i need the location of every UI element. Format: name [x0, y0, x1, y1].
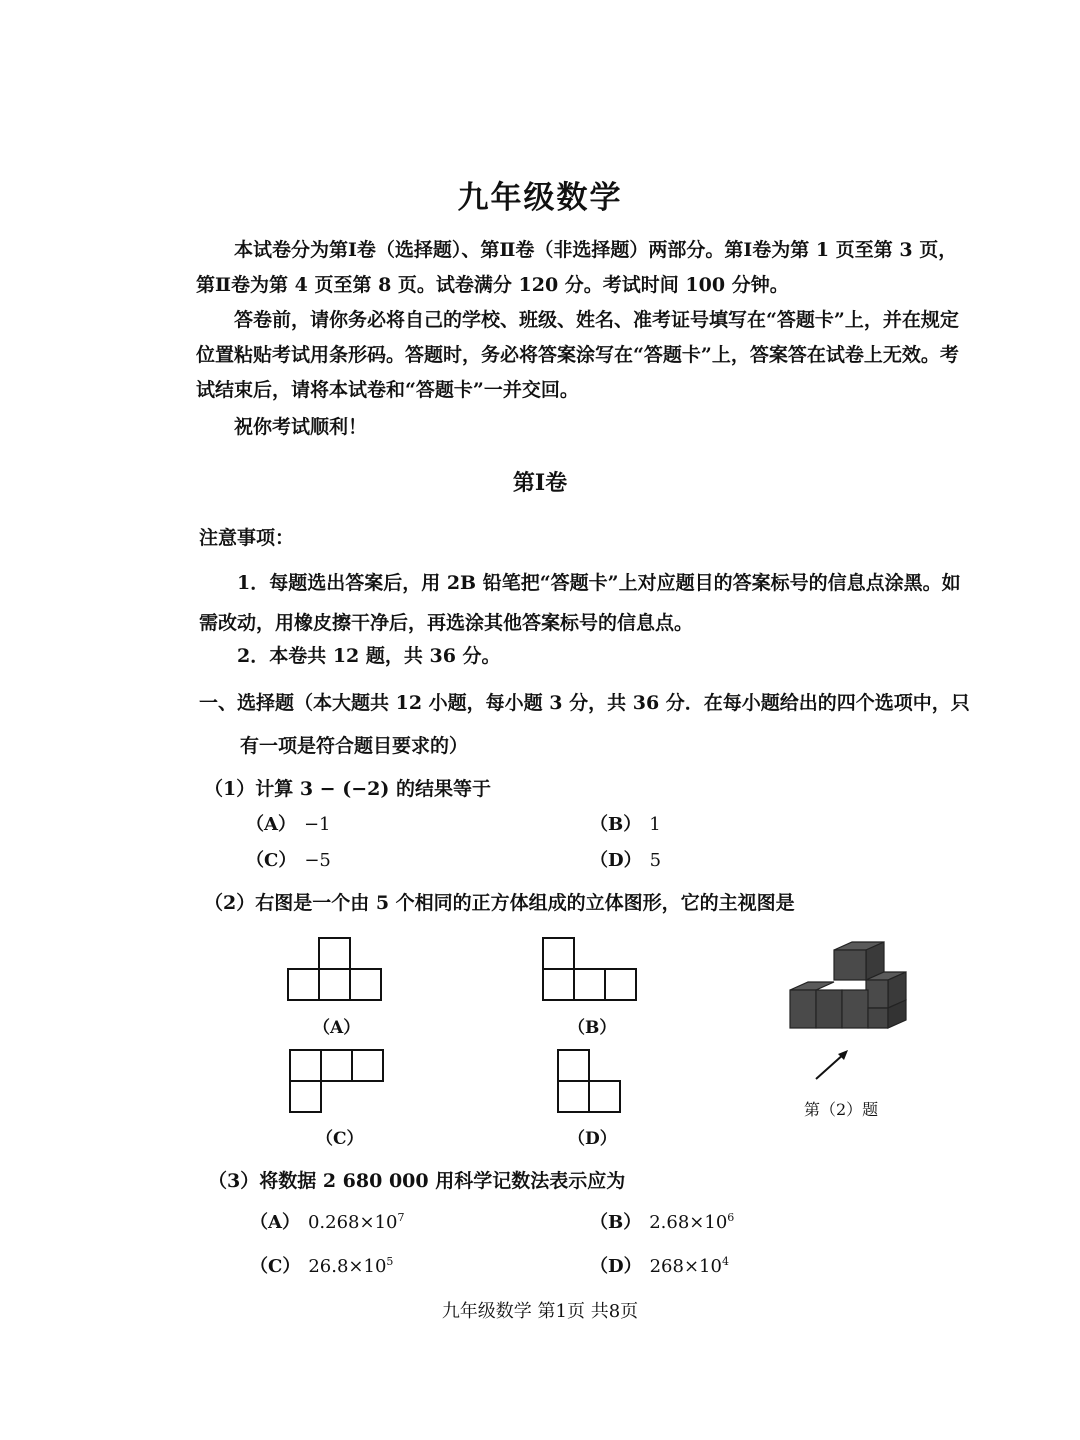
q2-3d-solid-figure — [786, 940, 914, 1032]
intro-paragraph-2: 答卷前，请你务必将自己的学校、班级、姓名、准考证号填写在“答题卡”上，并在规定位置粘贴考试用条形码。答题时，务必将答案涂写在“答题卡”上，答案答在试卷上无效。考试结束后，请将本试卷和“答题卡”一并交回。 — [196, 309, 959, 401]
view-direction-arrow-icon — [812, 1048, 852, 1082]
q2-figure-b-label: （B） — [568, 1018, 617, 1038]
q1-stem: （1）计算 3 − (−2) 的结果等于 — [204, 778, 491, 800]
q3-option-d-exponent: 4 — [721, 1255, 729, 1268]
q1-option-c — [246, 846, 331, 872]
q1-option-b-text: 1 — [649, 814, 661, 835]
part1-heading-line1: 一、选择题（本大题共 12 小题，每小题 3 分，共 36 分．在每小题给出的四个选项中，只 — [199, 692, 970, 714]
q1-option-d — [590, 846, 661, 872]
q3-option-d-label: （D） — [590, 1256, 642, 1277]
q3-option-b-mantissa: 2.68×10 — [649, 1212, 728, 1233]
q3-option-a-label: （A） — [250, 1212, 300, 1233]
q3-stem: （3）将数据 2 680 000 用科学记数法表示应为 — [208, 1170, 626, 1192]
q1-option-d-text: 5 — [649, 850, 662, 871]
q3-option-b-exponent: 6 — [727, 1211, 735, 1224]
q1-option-a — [246, 810, 331, 836]
section-title: 第Ⅰ卷 — [512, 470, 568, 496]
q2-figure-c-label: （C） — [316, 1129, 364, 1149]
q3-option-b — [590, 1208, 734, 1234]
q1-option-d-label: （D） — [590, 850, 642, 871]
q1-option-b-label: （B） — [590, 814, 642, 835]
q3-option-d — [590, 1252, 729, 1278]
q3-option-c — [250, 1252, 393, 1278]
q3-option-b-label: （B） — [590, 1212, 642, 1233]
q2-figure-a — [287, 937, 383, 1002]
q3-option-c-label: （C） — [250, 1256, 301, 1277]
q3-option-d-mantissa: 268×10 — [649, 1256, 722, 1277]
q3-option-c-exponent: 5 — [386, 1255, 394, 1268]
q3-option-a — [250, 1208, 405, 1234]
q2-figure-caption: 第（2）题 — [804, 1100, 879, 1119]
q2-figure-a-label: （A） — [313, 1018, 361, 1038]
q1-option-c-text: −5 — [304, 850, 331, 871]
q1-option-c-label: （C） — [246, 850, 297, 871]
notes-heading: 注意事项： — [199, 527, 295, 549]
note-1: 1．每题选出答案后，用 2B 铅笔把“答题卡”上对应题目的答案标号的信息点涂黑。如需改动，用橡皮擦干净后，再选涂其他答案标号的信息点。 — [199, 572, 961, 634]
q2-figure-b — [542, 937, 638, 1002]
q2-figure-d-label: （D） — [568, 1129, 617, 1149]
q2-stem: （2）右图是一个由 5 个相同的正方体组成的立体图形，它的主视图是 — [204, 892, 795, 914]
q2-figure-d — [557, 1049, 622, 1114]
q1-option-b — [590, 810, 661, 836]
intro-good-luck: 祝你考试顺利！ — [234, 416, 368, 438]
page-title: 九年级数学 — [457, 180, 623, 216]
q1-option-a-label: （A） — [246, 814, 296, 835]
intro-paragraph-1: 本试卷分为第Ⅰ卷（选择题）、第Ⅱ卷（非选择题）两部分。第Ⅰ卷为第 1 页至第 3 页，第Ⅱ卷为第 4 页至第 8 页。试卷满分 120 分。考试时间 100 分钟。 — [196, 239, 958, 296]
part1-heading-line2: 有一项是符合题目要求的） — [240, 735, 469, 757]
q1-option-a-text: −1 — [303, 814, 331, 835]
page-footer: 九年级数学 第1页 共8页 — [441, 1301, 639, 1322]
q2-figure-c — [289, 1049, 385, 1114]
note-2: 2．本卷共 12 题，共 36 分。 — [237, 645, 501, 667]
q3-option-c-mantissa: 26.8×10 — [308, 1256, 387, 1277]
q3-option-a-mantissa: 0.268×10 — [307, 1212, 398, 1233]
q3-option-a-exponent: 7 — [397, 1211, 405, 1224]
